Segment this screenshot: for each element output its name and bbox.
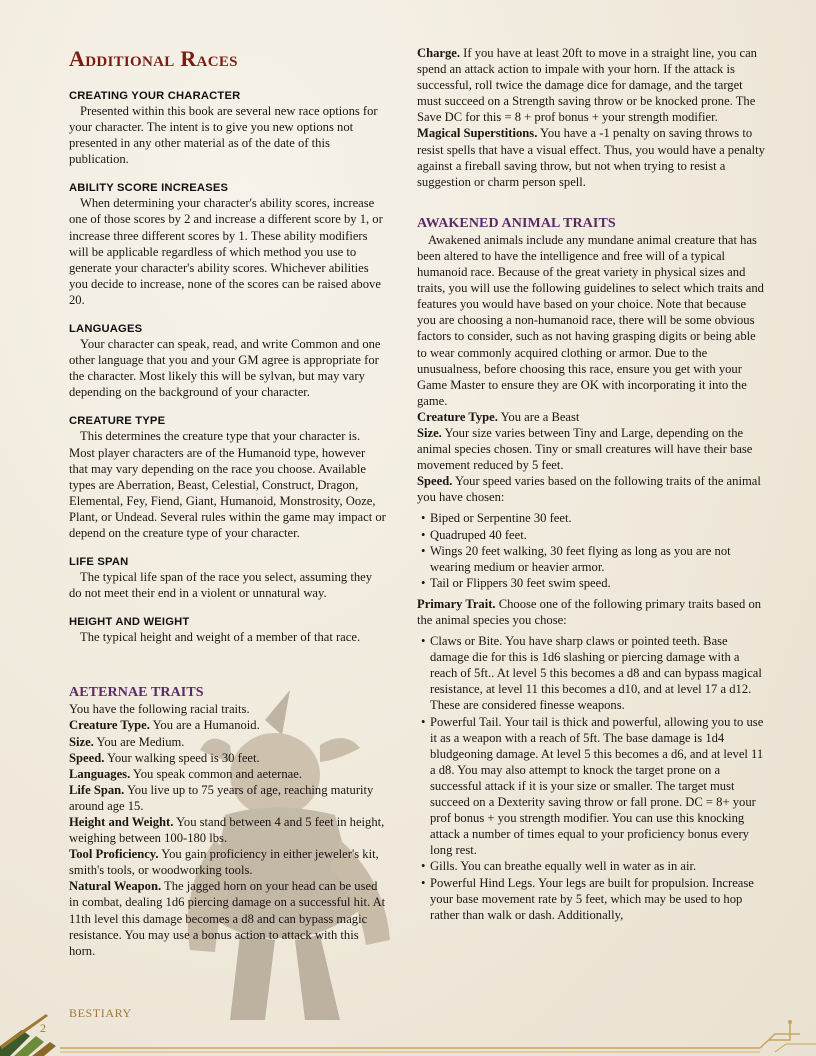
left-column bbox=[69, 89, 387, 959]
trait-life-span: Life Span. You live up to 75 years of age, reaching maturity around age 15. bbox=[69, 782, 374, 813]
heading-life-span: LIFE SPAN bbox=[69, 556, 129, 569]
trait-height-weight: Height and Weight. You stand between 4 and 5 feet in height, weighing between 100-180 lbs. bbox=[69, 815, 385, 846]
trait-size: Size. You are Medium. bbox=[69, 734, 185, 749]
list-item: • Powerful Tail. Your tail is thick and powerful, allowing you to use it as a weapon with a reach of 5ft. The base damage is 1d4 bludgeoning damage. At level 5 this becomes a d6, and at level 11 a d8. You may also attempt to knock the target prone on a successful attack if it is your size or smaller. The target must succeed on a Dexterity saving throw or fall prone. DC = 8+ your prof bonus + you strength modifier. You can use this knocking attack a number of times equal to your proficiency bonus every long rest. bbox=[417, 714, 765, 859]
list-item: • Wings 20 feet walking, 30 feet flying as long as you are not wearing medium or heavier armor. bbox=[417, 543, 765, 575]
trait-tool-proficiency: Tool Proficiency. You gain proficiency in either jeweler's kit, smith's tools, or woodworking tools. bbox=[69, 847, 379, 878]
trait-magical-superstitions: Magical Superstitions. You have a -1 penalty on saving throws to resist spells that have a visual effect. Thus, you would have a penalty against a fireball saving throw, but not when trying to resist a suggestion or charm person spell. bbox=[417, 126, 765, 189]
primary-trait-list bbox=[417, 633, 765, 923]
awakened-primary-trait: Primary Trait. Choose one of the following primary traits based on the animal species you chose: bbox=[417, 596, 762, 627]
paragraph-creature-type: This determines the creature type that your character is. Most player characters are of the Humanoid type, however that may vary depending on the race you choose. Available types are Aberration, Beast, Celestial, Construct, Dragon, Elemental, Fey, Fiend, Giant, Humanoid, Monstrosity, Ooze, Plant, or Undead. Several rules within the game may impact or depend on the creature type of your character. bbox=[69, 429, 386, 540]
heading-height-weight: HEIGHT AND WEIGHT bbox=[69, 616, 190, 629]
page-title: Additional Races bbox=[69, 46, 238, 71]
footer-label: BESTIARY bbox=[69, 1006, 132, 1020]
trait-natural-weapon: Natural Weapon. The jagged horn on your head can be used in combat, dealing 1d6 piercing damage on a successful hit. At 11th level this damage becomes a d8 and can bypass magic resistance. You may use a bonus action to attack with this horn. bbox=[69, 879, 386, 958]
paragraph-height-weight: The typical height and weight of a member of that race. bbox=[80, 630, 361, 645]
list-item: • Biped or Serpentine 30 feet. bbox=[417, 510, 765, 526]
awakened-creature-type: Creature Type. You are a Beast bbox=[417, 409, 580, 424]
paragraph-creating-character: Presented within this book are several new race options for your character. The intent is to give you new options not presented in any other material as of the date of this publication. bbox=[69, 104, 378, 167]
heading-languages: LANGUAGES bbox=[69, 323, 143, 336]
list-item: • Powerful Hind Legs. Your legs are built for propulsion. Increase your base movement rate by 5 feet, which may be used to hop rather than walk or dash. Additionally, bbox=[417, 875, 765, 923]
awakened-speed: Speed. Your speed varies based on the following traits of the animal you have chosen: bbox=[417, 474, 761, 505]
trait-charge: Charge. If you have at least 20ft to move in a straight line, you can spend an attack action to impale with your horn. If the attack is successful, roll twice the damage dice for damage, and the target must succeed on a Strength saving throw or be knocked prone. The Save DC for this = 8 + prof bonus + your strength modifier. bbox=[417, 46, 757, 125]
list-item: • Tail or Flippers 30 feet swim speed. bbox=[417, 575, 765, 591]
trait-creature-type: Creature Type. You are a Humanoid. bbox=[69, 718, 260, 733]
page-number: 2 bbox=[40, 1021, 46, 1035]
awakened-intro: Awakened animals include any mundane animal creature that has been altered to have the intelligence and free will of a typical humanoid race. Because of the great variety in physical sizes and traits, you will use the following guidelines to select which traits and features you would have based on your choice. Note that because you are choosing a non-humanoid race, there will be some obvious factors to consider, such as not having grasping digits or being able to wear commonly acquired clothing or armor. Due to the unusualness, before choosing this race, ensure you get with your Game Master to ensure they are OK with incorporating it into the game. bbox=[417, 232, 764, 408]
speed-list bbox=[417, 510, 765, 590]
heading-creature-type: CREATURE TYPE bbox=[69, 415, 166, 428]
paragraph-languages: Your character can speak, read, and write Common and one other language that you and your GM agree is appropriate for the character. Most likely this will be sylvan, but may vary depending on the background of your character. bbox=[69, 337, 381, 400]
paragraph-life-span: The typical life span of the race you select, assuming they do not meet their end in a violent or unnatural way. bbox=[69, 570, 373, 601]
awakened-size: Size. Your size varies between Tiny and Large, depending on the animal species chosen. Tiny or small creatures will have their base movement reduced by 5 feet. bbox=[417, 425, 753, 473]
list-item: • Gills. You can breathe equally well in water as in air. bbox=[417, 858, 765, 874]
footer-ornament bbox=[0, 1000, 816, 1056]
trait-speed: Speed. Your walking speed is 30 feet. bbox=[69, 750, 260, 765]
list-item: • Claws or Bite. You have sharp claws or pointed teeth. Base damage die for this is 1d6 slashing or piercing damage with a reach of 5ft.. At level 5 this becomes a d8 and can bypass magical resistance, at level 11 this becomes a d10, and at level 17 a d12. These are considered finesse weapons. bbox=[417, 633, 765, 713]
paragraph-ability-scores: When determining your character's ability scores, increase one of those scores by 2 and increase a different score by 1, or increase three different scores by 1. These ability modifiers will be applicable regardless of which method you use to generate your character's ability scores. Whichever abilities you decide to increase, none of the scores can be raised above 20. bbox=[69, 196, 383, 307]
list-item: • Quadruped 40 feet. bbox=[417, 527, 765, 543]
heading-aeternae-traits: AETERNAE TRAITS bbox=[69, 685, 204, 701]
aeternae-intro: You have the following racial traits. bbox=[69, 702, 250, 717]
right-column bbox=[417, 45, 765, 923]
heading-ability-scores: ABILITY SCORE INCREASES bbox=[69, 182, 229, 195]
heading-awakened-animal-traits: AWAKENED ANIMAL TRAITS bbox=[417, 215, 616, 231]
heading-creating-character: CREATING YOUR CHARACTER bbox=[69, 90, 241, 102]
trait-languages: Languages. You speak common and aeternae. bbox=[69, 766, 302, 781]
